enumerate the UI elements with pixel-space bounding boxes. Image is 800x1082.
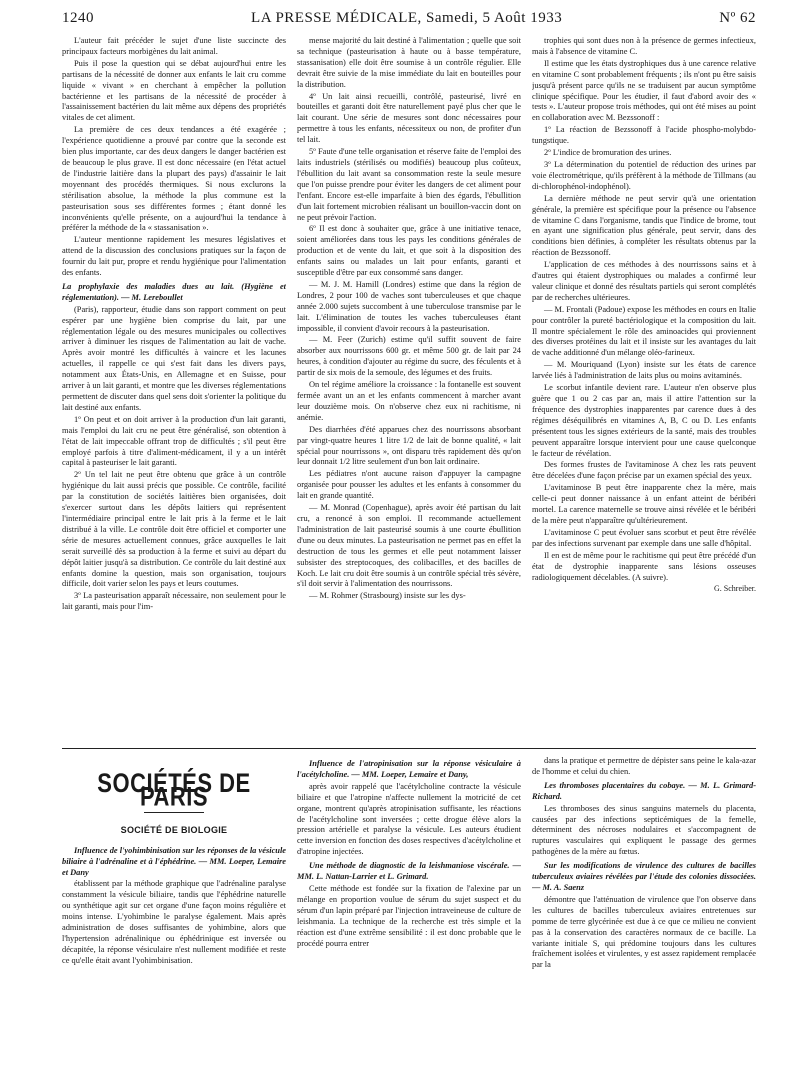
section-heading: Influence de l'yohimbinisation sur les réponses de la vésicule biliaire à l'adrénaline et à l'éphédrine. — MM. Loeper, Lemaire et Dany xyxy=(62,845,286,877)
paragraph: L'avitaminose C peut évoluer sans scorbut et peut être révélée par des infections survenant par exemple dans une salle d'hôpital. xyxy=(532,527,756,548)
paragraph: — M. Monrad (Copenhague), après avoir été partisan du lait cru, a renoncé à son emploi. Il recommande actuellement l'administration de lait pasteurisé soumis à une courte ébullition d'une ou deux minutes. La pasteurisation ne permet pas en effet la destruction de tous les germes et elle peut notamment laisser subsister des streptocoques, des colibacilles, et des bacilles de Koch. Le lait cru doit être soumis à un contrôle spécial très sévère, s'il doit servir à l'alimentation des nourrissons. xyxy=(297,503,521,589)
paragraph: mense majorité du lait destiné à l'alimentation ; quelle que soit sa technique (pasteurisation à haute ou à basse température, stassanisation) elle doit être soumise à un contrôle régulier. Elle devrait être suivie de la mise immédiate du lait en bouteilles pour la distribution. xyxy=(297,36,521,89)
paragraph: L'auteur mentionne rapidement les mesures législatives et attend de la discussion des conclusions pratiques sur la façon de fournir du lait pur, propre et rendu hygiénique pour l'alimentation des enfants. xyxy=(62,235,286,278)
paragraph: L'auteur fait précéder le sujet d'une liste succincte des principaux facteurs morbigènes du lait animal. xyxy=(62,36,286,56)
paragraph: Des formes frustes de l'avitaminose A chez les rats peuvent être décelées d'une façon précise par un examen spécial des yeux. xyxy=(532,460,756,481)
society-name: SOCIÉTÉ DE BIOLOGIE xyxy=(120,824,228,835)
paragraph: — M. Frontali (Padoue) expose les méthodes en cours en Italie pour contrôler la pureté bactériologique et la composition du lait. Il montre spécialement le rôle des aminoacides qui proviennent des diverses protéines du lait et il insiste sur les avantages du lait de vache additionné d'un mélange oléo-farineux. xyxy=(532,304,756,358)
paragraph: — M. Rohmer (Strasbourg) insiste sur les dys- xyxy=(309,591,466,601)
paragraph: 4º Un lait ainsi recueilli, contrôlé, pasteurisé, livré en bouteilles et garanti doit être naturellement payé plus cher que le lait courant. Une série de mesures sont donc nécessaires pour permettre à tous les enfants, nécessiteux ou non, de profiter d'un tel lait. xyxy=(297,91,521,145)
section-heading: Une méthode de diagnostic de la leishmaniose viscérale. — MM. L. Nattan-Larrier et L. Grimard. xyxy=(297,861,521,882)
paragraph: L'application de ces méthodes à des nourrissons sains et à d'autres qui étaient dystrophiques ou malades a confirmé leur valeur clinique et donné des résultats partiels qui seront complétés par de recherches ultérieures. xyxy=(532,260,756,302)
column-1 xyxy=(62,36,286,748)
column-3 xyxy=(532,36,756,748)
paragraph: — M. J. M. Hamill (Londres) estime que dans la région de Londres, 2 pour 100 de vaches sont tuberculeuses et que chaque année 2.000 sujets succombent à une tuberculose transmise par le lait. L'élimination de toutes les vaches tuberculeuses étant impossible, il convient d'avoir recours à la pasteurisation. xyxy=(297,279,521,333)
paragraph: trophies qui sont dues non à la présence de germes infectieux, mais à l'absence de vitamine C. xyxy=(532,36,756,56)
paragraph: 1º On peut et on doit arriver à la production d'un lait garanti, mais l'emploi du lait cru ne peut être généralisé, son obtention à l'état de lait impeccable offrant trop de difficultés ; s'il peut être employé parfois à titre d'aliment-médicament, il y a un intérêt capital à pasteuriser le lait garanti. xyxy=(62,414,286,468)
paragraph: Puis il pose la question qui se débat aujourd'hui entre les partisans de la nécessité de donner aux enfants le lait cru comme liquide « vivant » en cherchant à empêcher la pollution bactérienne et les partisans de la nécessité de procéder à l'assainissement bactérien du lait même aux dépens des propriétés vitales de cet aliment. xyxy=(62,58,286,123)
section-divider xyxy=(62,748,756,749)
paragraph: Les thromboses des sinus sanguins maternels du placenta, causées par des infections septicémiques de la femelle, déterminent des nécroses nodulaires et s'accompagnent de ruptures vasculaires qui expliquent le passage des germes pathogènes de la mère au fœtus. xyxy=(532,803,756,857)
paragraph: 3º La pasteurisation apparaît nécessaire, non seulement pour le lait garanti, mais pour l'im- xyxy=(62,591,286,612)
paragraph: après avoir rappelé que l'acétylcholine contracte la vésicule biliaire et que l'atropine n'affecte nullement la motricité de cet organe, montrent qu'après atropinisation suffisante, les réactions de l'acétylcholine sont inversées ; cette drogue élève alors la pression artérielle et paralyse la vésicule. Les auteurs étudient cette inversion en fonction des doses respectives d'acétylcholine et d'atropine injectées. xyxy=(297,781,521,857)
paragraph: L'avitaminose B peut être inapparente chez la mère, mais celle-ci peut donner naissance à un enfant atteint de béribéri mortel. La carence maternelle se trouve ainsi révélée et le béribéri de la mère peut n'apparaître qu'ultérieurement. xyxy=(532,483,756,525)
page-number: 1240 xyxy=(62,10,94,26)
paragraph: La dernière méthode ne peut servir qu'à une orientation générale, la première est spécifique pour la présence ou l'absence de vitamine C dans l'organisme, tandis que l'indice de brome, tout en ayant une signification plus générale, peut servir, dans des conditions bien définies, à compléter les résultats obtenus par la réaction de Bezssonoff. xyxy=(532,193,756,258)
bottom-column-2 xyxy=(297,756,521,1072)
section-heading: Sur les modifications de virulence des cultures de bacilles tuberculeux aviaires révélées par l'étude des colonies dissociées. — M. A. Saenz xyxy=(532,861,756,892)
paragraph: 3º La détermination du potentiel de réduction des urines par voie électrométrique, qu'ils préfèrent à la méthode de Tillmans (au di-chlorophénol-indophénol). xyxy=(532,159,756,191)
paragraph: La première de ces deux tendances a été exagérée ; l'expérience quotidienne a prouvé par contre que la seconde est bien plus importante, car des deux dangers le danger bactérien est de beaucoup le plus grave. Il est donc nécessaire (en l'état actuel de l'industrie laitière dans la plupart des pays) d'assainir le lait moyennant des procédés thermiques. Si nous exclurons la stérilisation absolue, la méthode la plus commune est la pasteurisation sous ses différentes formes ; étant donné les inconvénients qu'elle présente, on a aujourd'hui la tendance à préférer la méthode de la « stassanisation ». xyxy=(62,125,286,233)
paragraph: 2º Un tel lait ne peut être obtenu que grâce à un contrôle hygiénique du lait aussi précis que possible. Ce contrôle, facilité par la constitution de sociétés laitières bien organisées, doit s'exercer surtout dans les dépôts laitiers qui représentent l'intermédiaire principal entre le lait pris à la ferme et le lait distribué à la ville. Le contrôle doit être officiel et comporter une série de mesures actuellement connues, grâce auxquelles le lait serait surveillé dès sa production à la ferme et suivi au départ du dépôt laitier jusqu'à sa distribution. Ce contrôle du lait destiné aux enfants domine la question, mais son organisation, toujours difficile, doit varier selon les pays et leurs coutumes. xyxy=(62,470,286,589)
paragraph: 2º L'indice de bromuration des urines. xyxy=(544,148,672,158)
article-columns xyxy=(62,36,756,748)
paragraph: dans la pratique et permettre de dépister sans peine le kala-azar de l'homme et celui du chien. xyxy=(532,756,756,776)
paragraph: — M. Feer (Zurich) estime qu'il suffit souvent de faire absorber aux nourrissons 600 gr. et même 500 gr. de lait par 24 heures, à condition d'ajouter au régime du sucre, des féculents et à partir de six mois de la semoule, des légumes et des fruits. xyxy=(297,335,521,378)
author-signature: G. Schreiber. xyxy=(714,584,756,594)
paragraph: Il estime que les états dystrophiques dus à une carence relative en vitamine C sont probablement fréquents ; ils n'ont pu être saisis jusqu'à présent parce qu'ils ne se traduisent par aucun symptôme clinique spécifique. Pour les étudier, il faut d'abord avoir des « tests ». L'auteur propose trois méthodes, qui ont été mises au point en collaboration avec M. Bezssonoff : xyxy=(532,58,756,123)
paragraph: (Paris), rapporteur, étudie dans son rapport comment on peut espérer par une hygiène bien comprise du lait, par une réglementation légale ou des mesures municipales ou collectives arriver à diminuer les risques de l'alimentation au lait de vache. Après avoir montré les difficultés à vaincre et les lacunes actuelles, il rappelle ce qui s'est fait dans les divers pays, notamment aux États-Unis, en Allemagne et en Suisse, pour arriver à un lait garanti, et montre que les diverses réglementations permettent de discuter dans quel sens doit s'orienter la politique du lait destiné aux enfants. xyxy=(62,304,286,412)
societies-title: SOCIÉTÉS DE PARIS xyxy=(97,768,251,812)
section-heading: Les thromboses placentaires du cobaye. — M. L. Grimard-Richard. xyxy=(532,780,756,801)
paragraph: Les pédiatres n'ont aucune raison d'appuyer la campagne organisée pour pousser les adultes et les enfants à consommer du lait en grande quantité. xyxy=(297,469,521,501)
running-header xyxy=(62,10,756,32)
paragraph: démontre que l'atténuation de virulence que l'on observe dans les cultures de bacilles tuberculeux aviaires entretenues sur pomme de terre glycérinée est due à ce que ce milieu ne convient pas à la conservation des caractères normaux de ce bacille. La variante initiale S, qui prédomine toujours dans les cultures fraîchement isolées et virulentes, y est assez rapidement remplacée par la xyxy=(532,894,756,970)
paragraph: 5º Faute d'une telle organisation et réserve faite de l'emploi des laits industriels (stérilisés ou modifiés) beaucoup plus coûteux, l'ébullition du lait avant sa consommation reste la seule mesure que l'on puisse prendre pour éviter les dangers de cet aliment pour l'enfant. Encore est-elle imparfaite à bien des égards, l'ébullition d'un lait fortement microbien réalisant un bouillon-vaccin dont on ne peut prévoir l'action. xyxy=(297,147,521,222)
paragraph: 6º Il est donc à souhaiter que, grâce à une initiative tenace, soient améliorées dans tous les pays les conditions générales de production et de vente du lait, et que soit à la disposition des enfants sains ou malades un lait pour enfants, garanti et susceptible d'être par eux consommé sans danger. xyxy=(297,224,521,278)
paragraph: établissent par la méthode graphique que l'adrénaline paralyse constamment la vésicule biliaire, tandis que l'éphédrine naturelle ou synthétique agit sur cet organe d'une façon moins régulière et moins intense. L'yohimbine le paralyse également. Mais après administration de doses suffisantes de yohimbine, alors que l'hypertension adrénalinique ou éphédrinique est inversée ou décapitée, la réponse vésiculaire n'est nullement modifiée et reste ce qu'elle était avant l'yohimbinisation. xyxy=(62,879,286,965)
paragraph: On tel régime améliore la croissance : la fontanelle est souvent fermée avant un an et les enfants commencent à marcher avant leur douzième mois. On n'observe chez eux ni rachitisme, ni anémie. xyxy=(297,380,521,422)
bottom-column-1 xyxy=(62,756,286,1072)
journal-title: LA PRESSE MÉDICALE, Samedi, 5 Août 1933 xyxy=(251,10,563,26)
paragraph: Des diarrhées d'été apparues chez des nourrissons absorbant par vingt-quatre heures 1 litre 1/2 de lait de bonne qualité, « lait spécial pour nourrissons », ont disparu très rapidement dès qu'on leur donnait 1/2 litre seulement d'un bon lait ordinaire. xyxy=(297,424,521,467)
title-rule xyxy=(144,812,204,813)
paragraph: Cette méthode est fondée sur la fixation de l'alexine par un mélange en proportion voulue de sérum du sujet suspect et du sérum d'un lapin préparé par l'injection intraveineuse de culture de leishmania. La technique de la recherche est très simple et la réaction est d'une extrême sensibilité : il est donc probable que le procédé pourra entrer xyxy=(297,883,521,948)
section-heading: La prophylaxie des maladies dues au lait. (Hygiène et réglementation). — M. Lereboullet xyxy=(62,281,286,302)
section-heading: Influence de l'atropinisation sur la réponse vésiculaire à l'acétylcholine. — MM. Loeper, Lemaire et Dany, xyxy=(297,759,521,779)
paragraph: 1º La réaction de Bezssonoff à l'acide phospho-molybdo-tungstique. xyxy=(532,125,756,146)
column-2 xyxy=(297,36,521,748)
paragraph: Le scorbut infantile devient rare. L'auteur n'en observe plus guère que 1 ou 2 cas par an, mais il attire l'attention sur la fréquence des dystrophies inapparentes par carence dues à des régimes déséquilibrés en vitamines A, B, C ou D. Les enfants présentent tous les signes extérieurs de la santé, mais des troubles peuvent apparaître lorsque intervient pour une cause quelconque le facteur de révélation. xyxy=(532,383,756,458)
paragraph: — M. Mouriquand (Lyon) insiste sur les états de carence larvée liés à l'administration de laits plus ou moins avitaminés. xyxy=(532,360,756,381)
issue-number: Nº 62 xyxy=(719,10,756,26)
societies-section xyxy=(62,756,756,1072)
paragraph: Il en est de même pour le rachitisme qui peut être précédé d'un état de dystrophie inapparente sans lésions osseuses radiologiquement décelables. (A suivre). xyxy=(532,550,756,582)
bottom-column-3 xyxy=(532,756,756,1072)
